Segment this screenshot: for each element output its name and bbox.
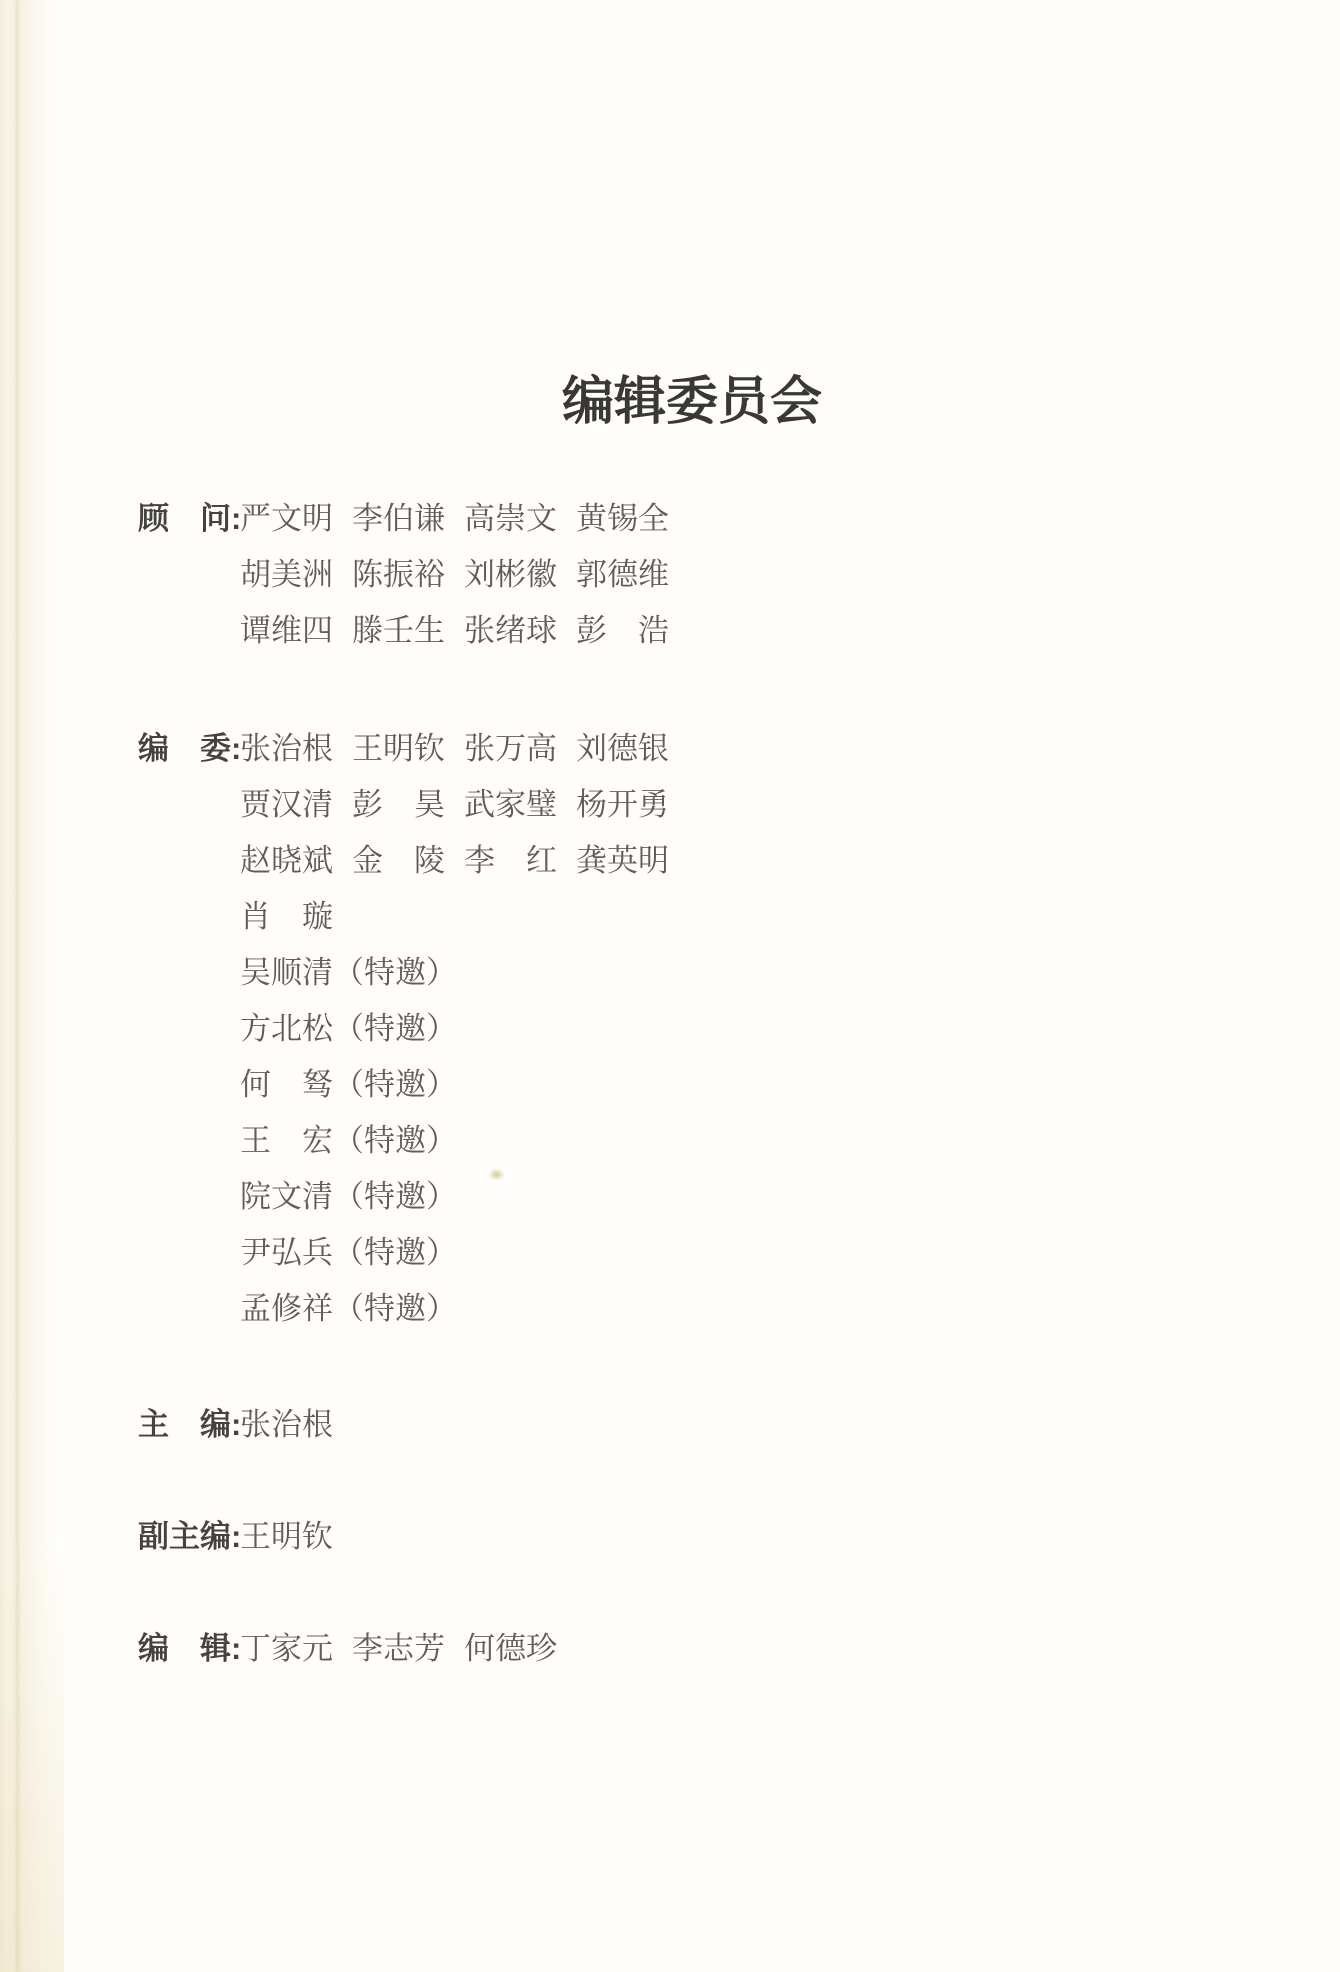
section-advisors — [138, 500, 684, 668]
member-name: 丁家元 — [240, 1631, 333, 1666]
member-name: 王 宏（特邀） — [240, 1123, 457, 1158]
name-row — [240, 842, 684, 898]
member-name: 郭德维 — [576, 557, 669, 592]
label-deputy-chief-editor: 副主编: — [138, 1519, 242, 1554]
member-name: 张万高 — [464, 731, 557, 766]
member-name: 尹弘兵（特邀） — [240, 1235, 457, 1270]
name-row — [240, 1178, 684, 1234]
member-name: 金 陵 — [352, 843, 445, 878]
name-row — [240, 898, 684, 954]
label-chief-editor: 主 编: — [138, 1407, 242, 1442]
member-name: 赵晓斌 — [240, 843, 333, 878]
member-name: 高崇文 — [464, 501, 557, 536]
member-name: 肖 璇 — [240, 899, 333, 934]
member-name: 张治根 — [240, 731, 333, 766]
committee-rows — [240, 730, 684, 1346]
name-row — [240, 612, 684, 668]
label-editors: 编 辑: — [138, 1631, 242, 1666]
member-name: 彭 昊 — [352, 787, 445, 822]
member-name: 黄锡全 — [576, 501, 669, 536]
member-name: 谭维四 — [240, 613, 333, 648]
name-row — [240, 1290, 684, 1346]
section-committee — [138, 730, 684, 1346]
deputy-chief-editor-rows — [240, 1518, 348, 1574]
member-name: 院文清（特邀） — [240, 1179, 457, 1214]
member-name: 李志芳 — [352, 1631, 445, 1666]
advisors-rows — [240, 500, 684, 668]
member-name: 严文明 — [240, 501, 333, 536]
page-title: 编辑委员会 — [562, 374, 823, 431]
member-name: 李 红 — [464, 843, 557, 878]
member-name: 刘彬徽 — [464, 557, 557, 592]
member-name: 何 驽（特邀） — [240, 1067, 457, 1102]
name-row — [240, 786, 684, 842]
member-name: 孟修祥（特邀） — [240, 1291, 457, 1326]
member-name: 龚英明 — [576, 843, 669, 878]
member-name: 张治根 — [240, 1407, 333, 1442]
member-name: 武家璧 — [464, 787, 557, 822]
label-committee: 编 委: — [138, 731, 242, 766]
member-name: 何德珍 — [464, 1631, 557, 1666]
member-name: 刘德银 — [576, 731, 669, 766]
member-name: 方北松（特邀） — [240, 1011, 457, 1046]
member-name: 王明钦 — [240, 1519, 333, 1554]
member-name: 彭 浩 — [576, 613, 669, 648]
member-name: 张绪球 — [464, 613, 557, 648]
member-name: 吴顺清（特邀） — [240, 955, 457, 990]
member-name: 王明钦 — [352, 731, 445, 766]
chief-editor-rows — [240, 1406, 348, 1462]
member-name: 陈振裕 — [352, 557, 445, 592]
name-row — [240, 1066, 684, 1122]
section-deputy-chief-editor — [138, 1518, 348, 1574]
name-row — [240, 954, 684, 1010]
member-name: 贾汉清 — [240, 787, 333, 822]
name-row — [240, 1010, 684, 1066]
page-gutter-shade — [0, 0, 64, 1972]
member-name: 李伯谦 — [352, 501, 445, 536]
section-chief-editor — [138, 1406, 348, 1462]
member-name: 胡美洲 — [240, 557, 333, 592]
name-row — [240, 1122, 684, 1178]
member-name: 滕壬生 — [352, 613, 445, 648]
label-advisors: 顾 问: — [138, 501, 242, 536]
name-row — [240, 1406, 348, 1462]
member-name: 杨开勇 — [576, 787, 669, 822]
page-crease-line — [16, 0, 19, 1972]
name-row — [240, 556, 684, 612]
name-row — [240, 1234, 684, 1290]
editors-rows — [240, 1630, 572, 1686]
section-editors — [138, 1630, 572, 1686]
name-row — [240, 730, 684, 786]
name-row — [240, 1630, 572, 1686]
name-row — [240, 500, 684, 556]
name-row — [240, 1518, 348, 1574]
